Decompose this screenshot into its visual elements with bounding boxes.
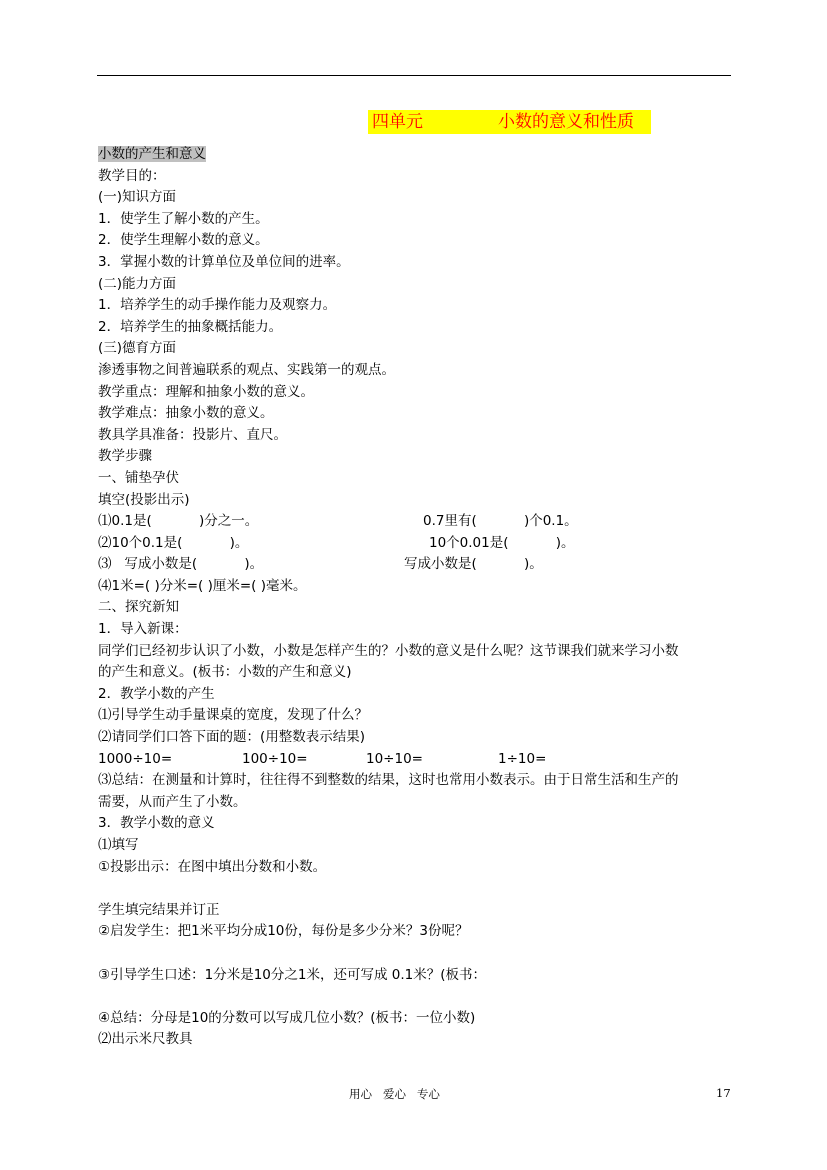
calc-item: 10÷10= bbox=[366, 750, 423, 767]
calc-row bbox=[98, 749, 738, 771]
difficulty: 教学难点：抽象小数的意义。 bbox=[98, 405, 274, 422]
summary-text: ⑶总结：在测量和计算时，往往得不到整数的结果，这时也常用小数表示。由于日常生活和生产的 bbox=[98, 772, 679, 789]
calc-item: 1000÷10= bbox=[98, 750, 173, 767]
step-three: 3．教学小数的意义 bbox=[98, 815, 215, 832]
fill-row-3 bbox=[98, 554, 738, 576]
step-two-item: ⑵请同学们口答下面的题：(用整数表示结果) bbox=[98, 729, 366, 746]
fill-question: 写成小数是( )。 bbox=[404, 556, 543, 573]
steps-label: 教学步骤 bbox=[98, 448, 152, 465]
moral-label: (三)德育方面 bbox=[98, 340, 177, 357]
fill-row-1 bbox=[98, 511, 738, 533]
fill-question: ⑵10个0.1是( )。 bbox=[98, 534, 249, 551]
unit-title bbox=[368, 110, 651, 134]
tools: 教具学具准备：投影片、直尺。 bbox=[98, 426, 287, 443]
fill-row-2 bbox=[98, 533, 738, 555]
section-one: 一、铺垫孕伏 bbox=[98, 469, 179, 486]
goals-label: 教学目的： bbox=[98, 167, 166, 184]
summary-text: 需要，从而产生了小数。 bbox=[98, 793, 247, 810]
calc-item: 100÷10= bbox=[242, 750, 308, 767]
ability-item: 2．培养学生的抽象概括能力。 bbox=[98, 318, 283, 335]
document-body bbox=[98, 144, 738, 1051]
step-two: 2．教学小数的产生 bbox=[98, 685, 215, 702]
step-three-item: ⑵出示米尺教具 bbox=[98, 1031, 193, 1048]
unit-title-label: 四单元 bbox=[372, 112, 423, 132]
step-three-item: ④总结：分母是10的分数可以写成几位小数？(板书：一位小数) bbox=[98, 1009, 476, 1026]
knowledge-item: 3．掌握小数的计算单位及单位间的进率。 bbox=[98, 253, 350, 270]
footer-slogan: 用心 爱心 专心 bbox=[349, 1087, 440, 1101]
fill-question: ⑴0.1是( )分之一。 bbox=[98, 513, 259, 530]
step-two-item: ⑴引导学生动手量课桌的宽度，发现了什么？ bbox=[98, 707, 368, 724]
calc-item: 1÷10= bbox=[498, 750, 547, 767]
fill-row-4: ⑷1米=( )分米=( )厘米=( )毫米。 bbox=[98, 577, 307, 594]
lesson-heading: 小数的产生和意义 bbox=[98, 146, 206, 162]
fill-question: 0.7里有( )个0.1。 bbox=[423, 513, 578, 530]
step-three-item: 学生填完结果并订正 bbox=[98, 901, 220, 918]
intro-text: 同学们已经初步认识了小数，小数是怎样产生的？小数的意义是什么呢？这节课我们就来学习小数 bbox=[98, 642, 679, 659]
step-one: 1．导入新课： bbox=[98, 621, 188, 638]
step-three-item: ②启发学生：把1米平均分成10份，每份是多少分米？3份呢？ bbox=[98, 923, 469, 940]
header-rule bbox=[97, 75, 731, 76]
key-point: 教学重点：理解和抽象小数的意义。 bbox=[98, 383, 314, 400]
moral-text: 渗透事物之间普遍联系的观点、实践第一的观点。 bbox=[98, 361, 395, 378]
knowledge-item: 2．使学生理解小数的意义。 bbox=[98, 232, 269, 249]
fill-question: 10个0.01是( )。 bbox=[429, 534, 575, 551]
page-number: 17 bbox=[716, 1086, 731, 1100]
intro-text: 的产生和意义。(板书：小数的产生和意义) bbox=[98, 664, 352, 681]
unit-title-topic: 小数的意义和性质 bbox=[498, 112, 634, 132]
knowledge-label: (一)知识方面 bbox=[98, 189, 177, 206]
fill-label: 填空(投影出示) bbox=[98, 491, 190, 508]
ability-label: (二)能力方面 bbox=[98, 275, 177, 292]
step-three-item: ⑴填写 bbox=[98, 837, 139, 853]
fill-question: ⑶ 写成小数是( )。 bbox=[98, 556, 264, 573]
section-two: 二、探究新知 bbox=[98, 599, 179, 616]
step-three-item: ③引导学生口述：1分米是10分之1米，还可写成 0.1米？(板书： bbox=[98, 966, 486, 983]
step-three-item: ①投影出示：在图中填出分数和小数。 bbox=[98, 858, 327, 875]
ability-item: 1．培养学生的动手操作能力及观察力。 bbox=[98, 297, 337, 314]
knowledge-item: 1．使学生了解小数的产生。 bbox=[98, 210, 269, 227]
